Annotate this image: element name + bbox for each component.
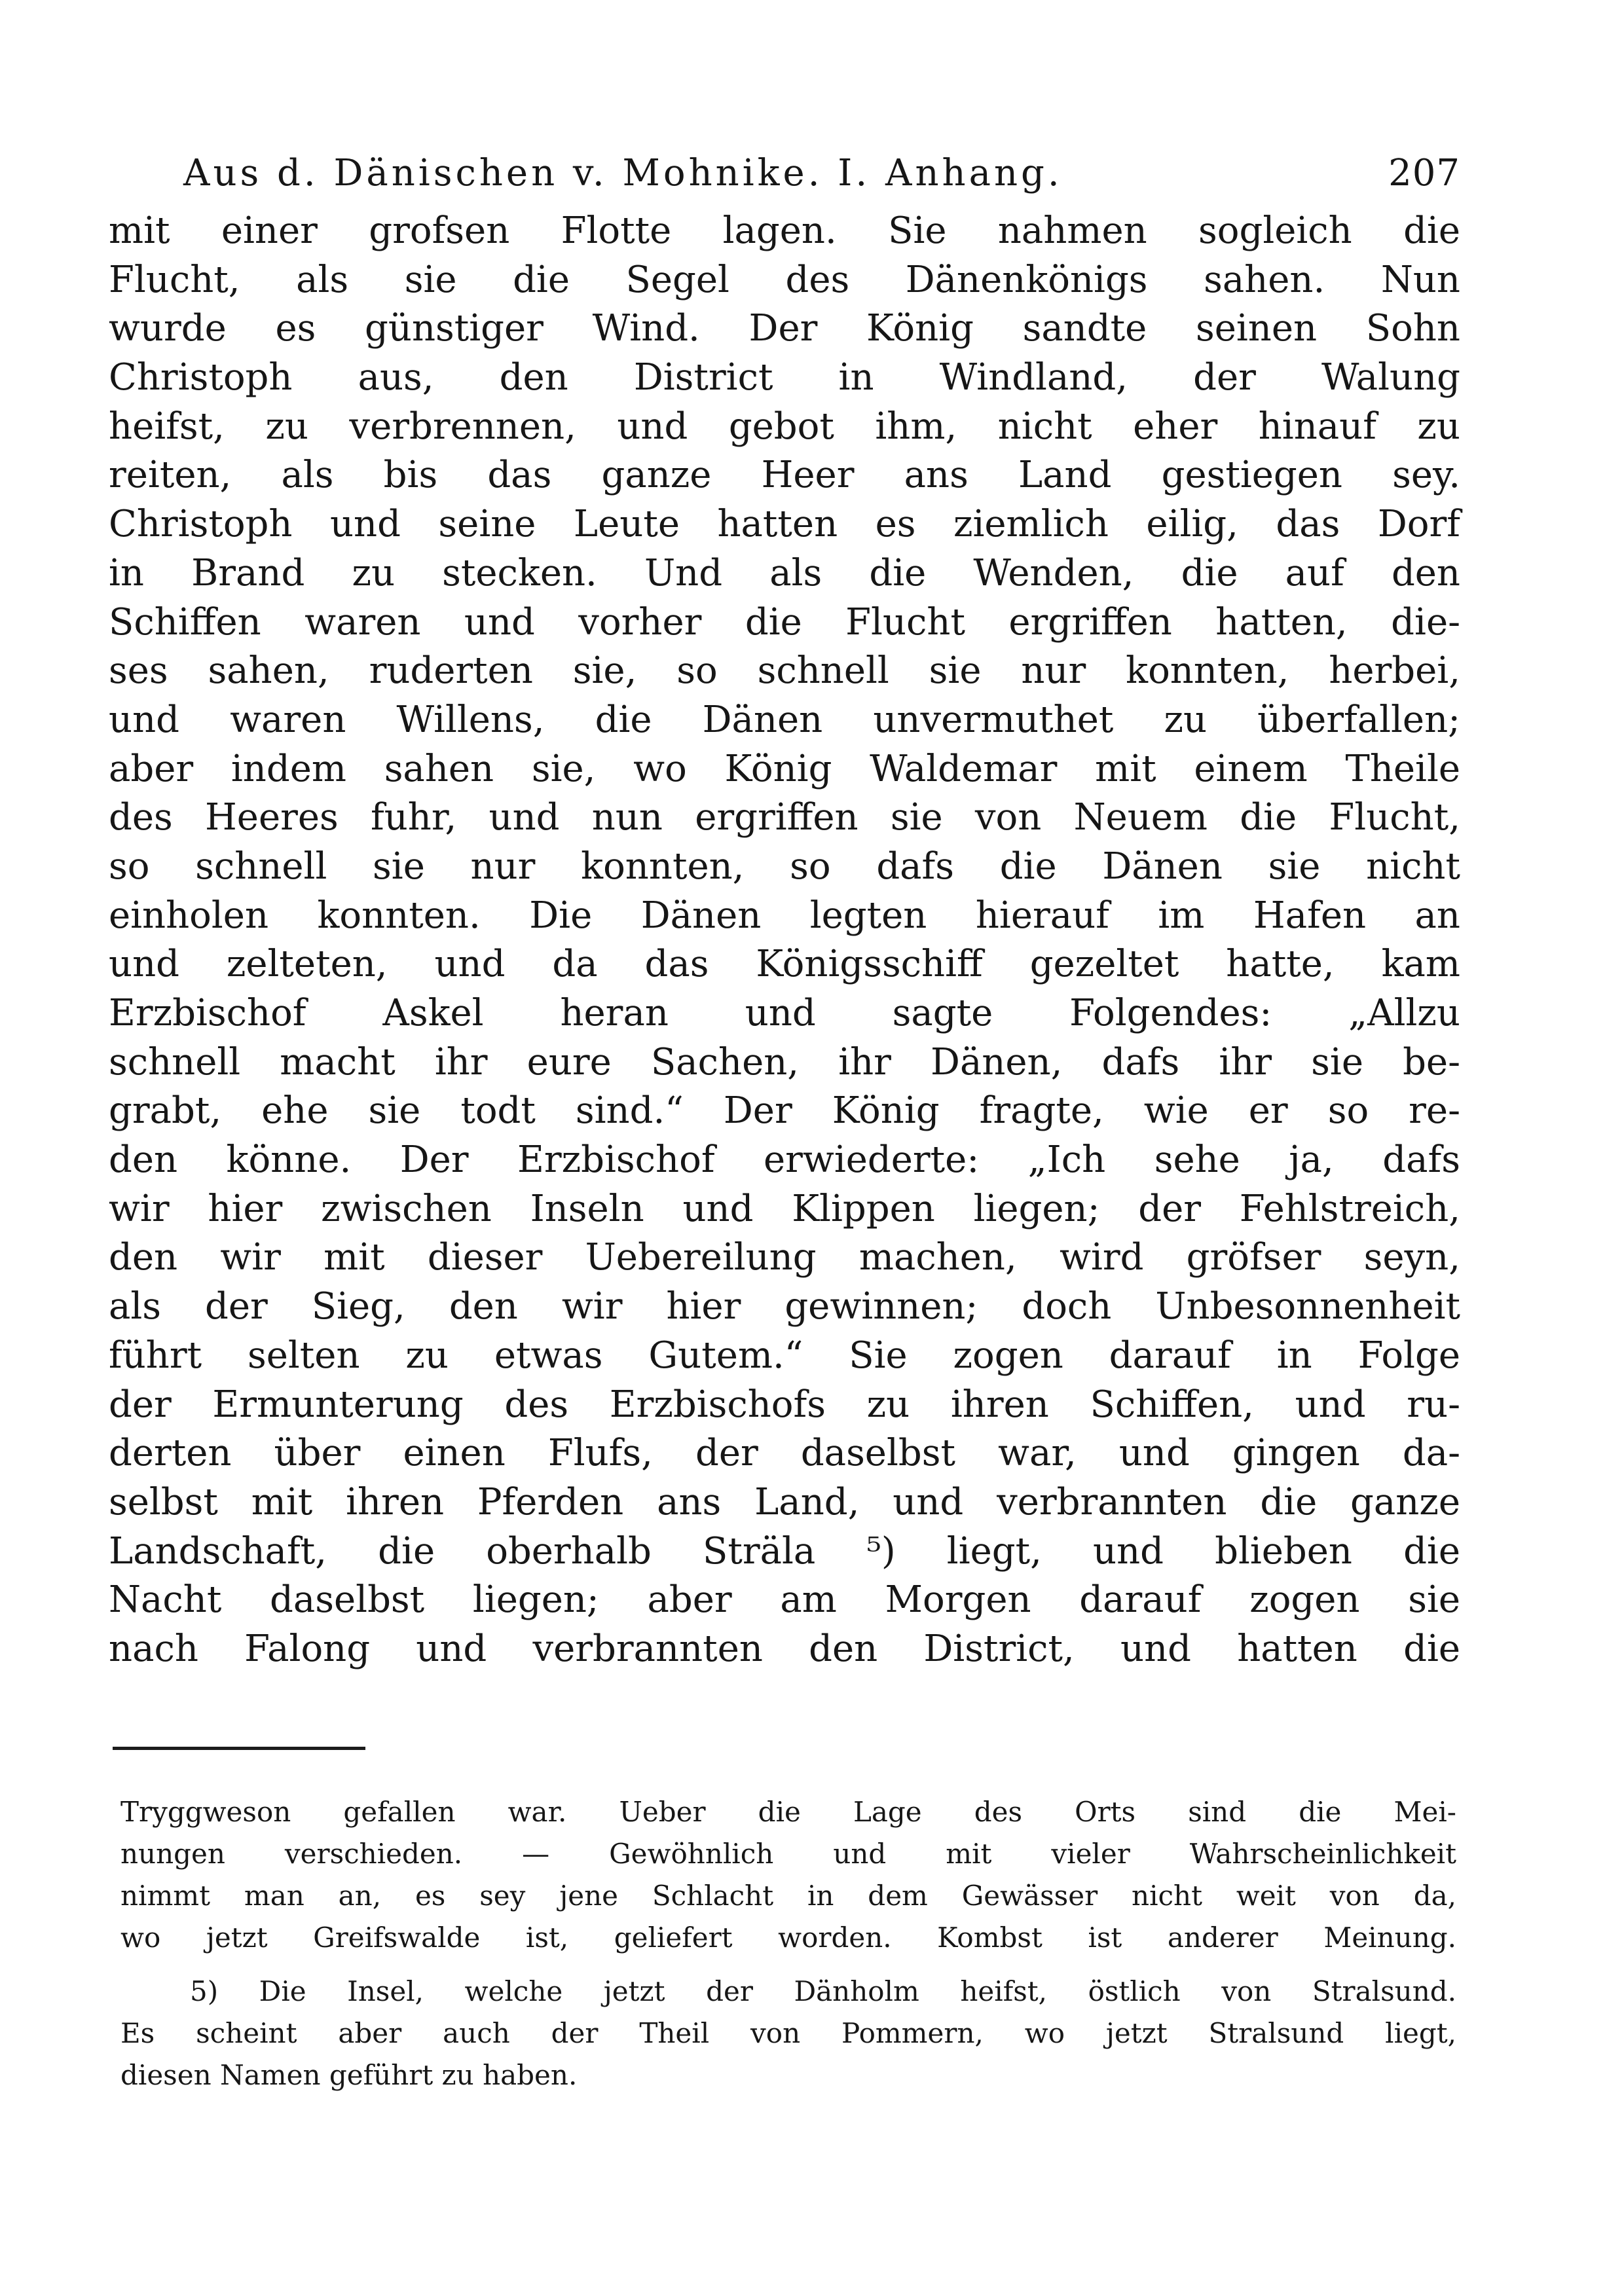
body-line: Nacht daselbst liegen; aber am Morgen darauf zogen sie (109, 1578, 1460, 1622)
body-line: der Ermunterung des Erzbischofs zu ihren Schiffen, und ru- (109, 1383, 1460, 1426)
body-line: Flucht, als sie die Segel des Dänenkönigs sahen. Nun (109, 258, 1460, 301)
running-title: Aus d. Dänischen v. Mohnike. I. Anhang. (183, 152, 1063, 194)
body-line: Christoph und seine Leute hatten es ziemlich eilig, das Dorf (109, 503, 1460, 546)
footnote-line: wo jetzt Greifswalde ist, geliefert worden. Kombst ist anderer Meinung. (120, 1922, 1456, 1954)
body-line: selbst mit ihren Pferden ans Land, und verbrannten die ganze (109, 1480, 1460, 1523)
footnote-line: Tryggweson gefallen war. Ueber die Lage des Orts sind die Mei- (120, 1796, 1456, 1828)
body-line: aber indem sahen sie, wo König Waldemar mit einem Theile (109, 747, 1460, 790)
footnote-5 (120, 1971, 1456, 2096)
body-line: und zelteten, und da das Königsschiff gezeltet hatte, kam (109, 943, 1460, 986)
footnote-separator (113, 1747, 365, 1750)
body-line: so schnell sie nur konnten, so dafs die Dänen sie nicht (109, 845, 1460, 888)
main-text-block (109, 207, 1460, 1674)
running-header (177, 147, 1460, 200)
body-line: nach Falong und verbrannten den District, und hatten die (109, 1627, 1460, 1670)
body-line: Schiffen waren und vorher die Flucht ergriffen hatten, die- (109, 600, 1460, 644)
body-line: schnell macht ihr eure Sachen, ihr Dänen, dafs ihr sie be- (109, 1040, 1460, 1084)
body-line: des Heeres fuhr, und nun ergriffen sie von Neuem die Flucht, (109, 796, 1460, 839)
page-number: 207 (1388, 152, 1460, 194)
body-line: den könne. Der Erzbischof erwiederte: „Ich sehe ja, dafs (109, 1139, 1460, 1182)
footnote-line: diesen Namen geführt zu haben. (120, 2059, 578, 2091)
body-line: wir hier zwischen Inseln und Klippen liegen; der Fehlstreich, (109, 1187, 1460, 1230)
body-line: und waren Willens, die Dänen unvermuthet zu überfallen; (109, 698, 1460, 741)
footnote-continued (120, 1791, 1456, 1959)
body-line: mit einer grofsen Flotte lagen. Sie nahmen sogleich die (109, 210, 1460, 252)
body-line: derten über einen Flufs, der daselbst war, und gingen da- (109, 1432, 1460, 1475)
body-line: in Brand zu stecken. Und als die Wenden, die auf den (109, 551, 1460, 594)
body-line: Christoph aus, den District in Windland, der Walung (109, 356, 1460, 399)
footnote-line: nimmt man an, es sey jene Schlacht in dem Gewässer nicht weit von da, (120, 1880, 1456, 1912)
body-line: Erzbischof Askel heran und sagte Folgendes: „Allzu (109, 992, 1460, 1034)
body-line: grabt, ehe sie todt sind.“ Der König fragte, wie er so re- (109, 1089, 1460, 1133)
body-line: den wir mit dieser Uebereilung machen, wird gröfser seyn, (109, 1236, 1460, 1279)
footnote-line: Es scheint aber auch der Theil von Pommern, wo jetzt Stralsund liegt, (120, 2017, 1456, 2049)
body-line: ses sahen, ruderten sie, so schnell sie nur konnten, herbei, (109, 649, 1460, 693)
body-line: einholen konnten. Die Dänen legten hierauf im Hafen an (109, 894, 1460, 937)
footnote-line: nungen verschieden. — Gewöhnlich und mit vieler Wahrscheinlichkeit (120, 1838, 1456, 1870)
body-line: wurde es günstiger Wind. Der König sandte seinen Sohn (109, 307, 1460, 350)
body-line: führt selten zu etwas Gutem.“ Sie zogen darauf in Folge (109, 1334, 1460, 1377)
body-line: Landschaft, die oberhalb Sträla ⁵) liegt, und blieben die (109, 1529, 1460, 1573)
body-line: heifst, zu verbrennen, und gebot ihm, nicht eher hinauf zu (109, 405, 1460, 448)
body-line: als der Sieg, den wir hier gewinnen; doch Unbesonnenheit (109, 1285, 1460, 1328)
body-line: reiten, als bis das ganze Heer ans Land gestiegen sey. (109, 454, 1460, 497)
footnote-line: 5) Die Insel, welche jetzt der Dänholm heifst, östlich von Stralsund. (190, 1975, 1456, 2007)
